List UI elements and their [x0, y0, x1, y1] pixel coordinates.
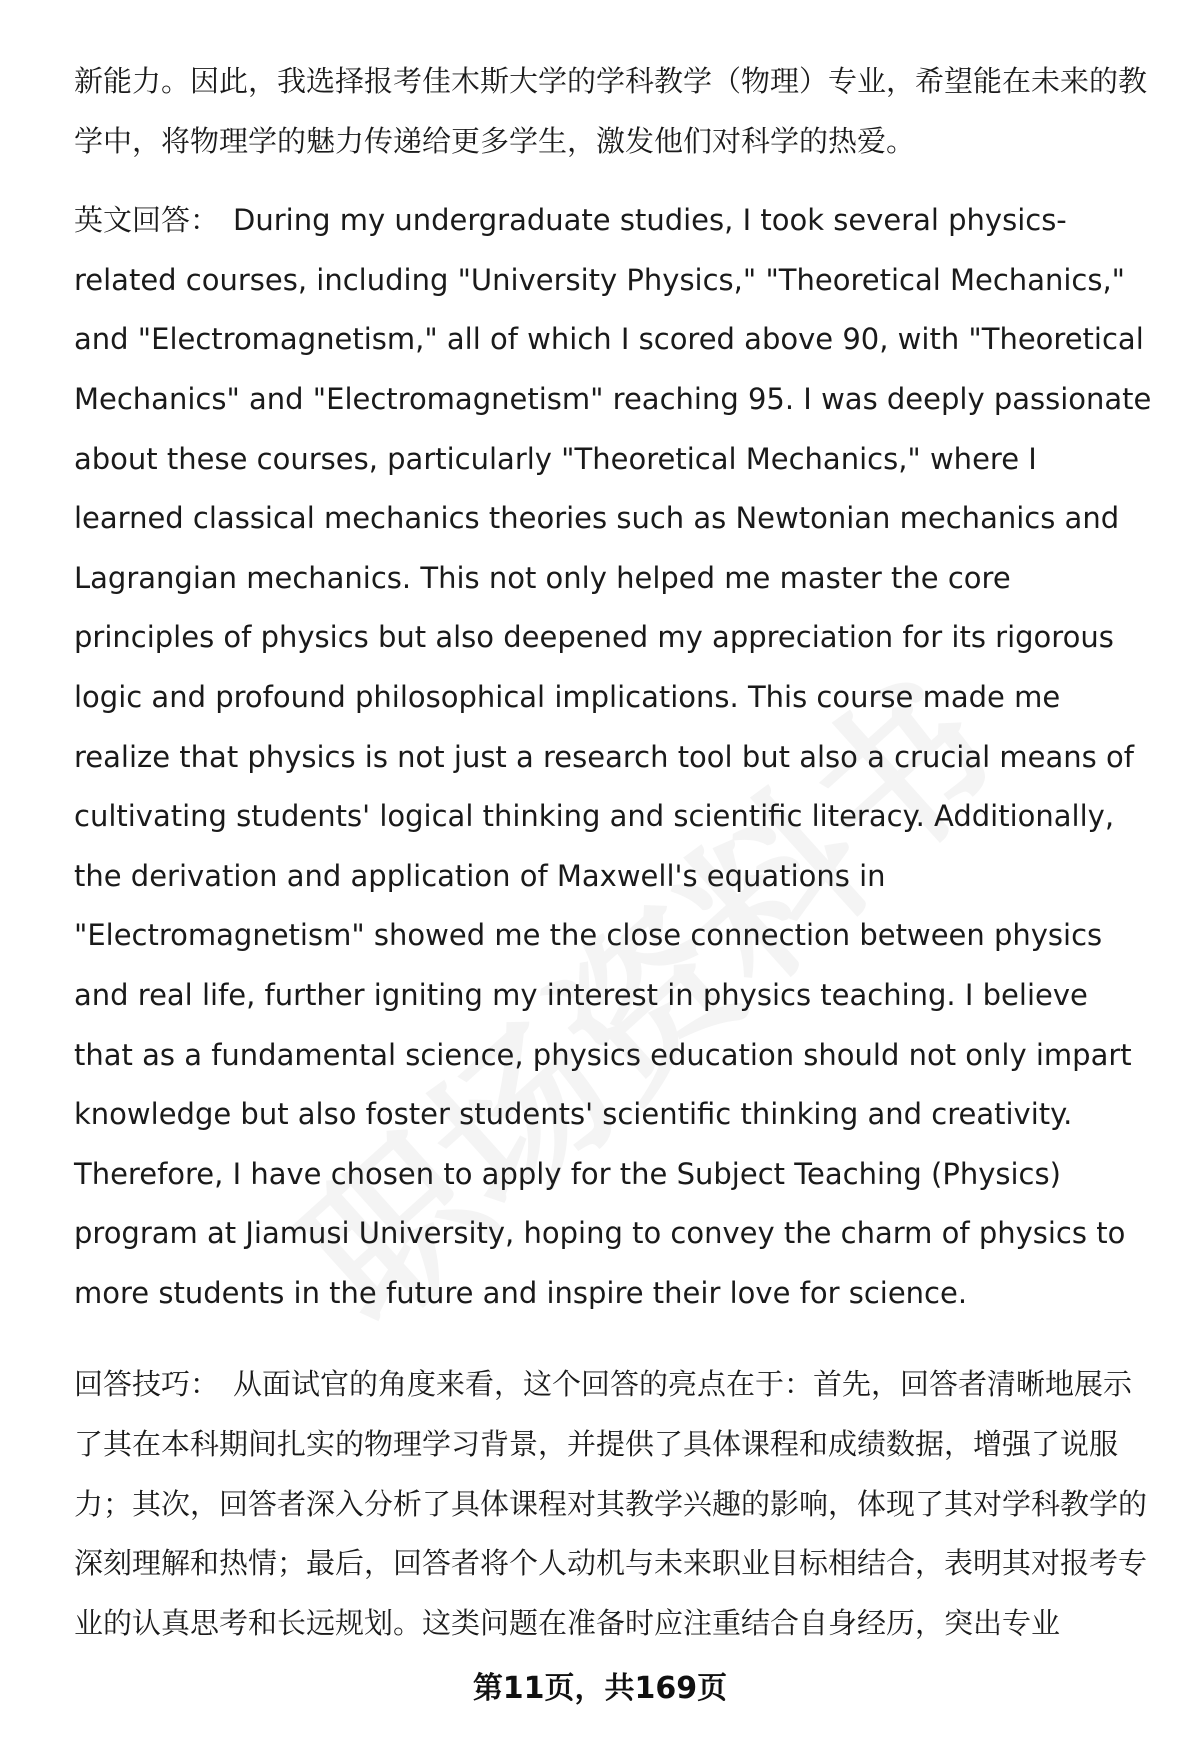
english-answer-paragraph — [74, 191, 1154, 1323]
answer-tips-text: 从面试官的角度来看，这个回答的亮点在于：首先，回答者清晰地展示了其在本科期间扎实的物理学习背景，并提供了具体课程和成绩数据，增强了说服力；其次，回答者深入分析了具体课程对其教学兴趣的影响，体现了其对学科教学的深刻理解和热情；最后，回答者将个人动机与未来职业目标相结合，表明其对报考专业的认真思考和长远规划。这类问题在准备时应注重结合自身经历，突出专业 — [74, 1367, 1148, 1640]
intro-paragraph: 新能力。因此，我选择报考佳木斯大学的学科教学（物理）专业，希望能在未来的教学中，将物理学的魅力传递给更多学生，激发他们对科学的热爱。 — [74, 64, 1148, 158]
english-answer-text: During my undergraduate studies, I took several physics-related courses, including "University Physics," "Theoretical Mechanics," and "Electromagnetism," all of which I scored above 90, with "Theoretical Mechanics" and "Electromagnetism" reaching 95. I was deeply passionate about these courses, particularly "Theoretical Mechanics," where I learned classical mechanics theories such as Newtonian mechanics and Lagrangian mechanics. This not only helped me master the core principles of physics but also deepened my appreciation for its rigorous logic and profound philosophical implications. This course made me realize that physics is not just a research tool but also a crucial means of cultivating students' logical thinking and scientific literacy. Additionally, the derivation and application of Maxwell's equations in "Electromagnetism" showed me the close connection between physics and real life, further igniting my interest in physics teaching. I believe that as a fundamental science, physics education should not only impart knowledge but also foster students' scientific thinking and creativity. Therefore, I have chosen to apply for the Subject Teaching (Physics) program at Jiamusi University, hoping to convey the charm of physics to more students in the future and inspire their love for science. — [74, 203, 1152, 1310]
document-body — [74, 52, 1154, 1653]
answer-tips-paragraph — [74, 1355, 1154, 1653]
answer-tips-label: 回答技巧： — [74, 1367, 220, 1402]
english-answer-label: 英文回答： — [74, 203, 220, 238]
page-number-footer: 第11页，共169页 — [472, 1671, 728, 1706]
